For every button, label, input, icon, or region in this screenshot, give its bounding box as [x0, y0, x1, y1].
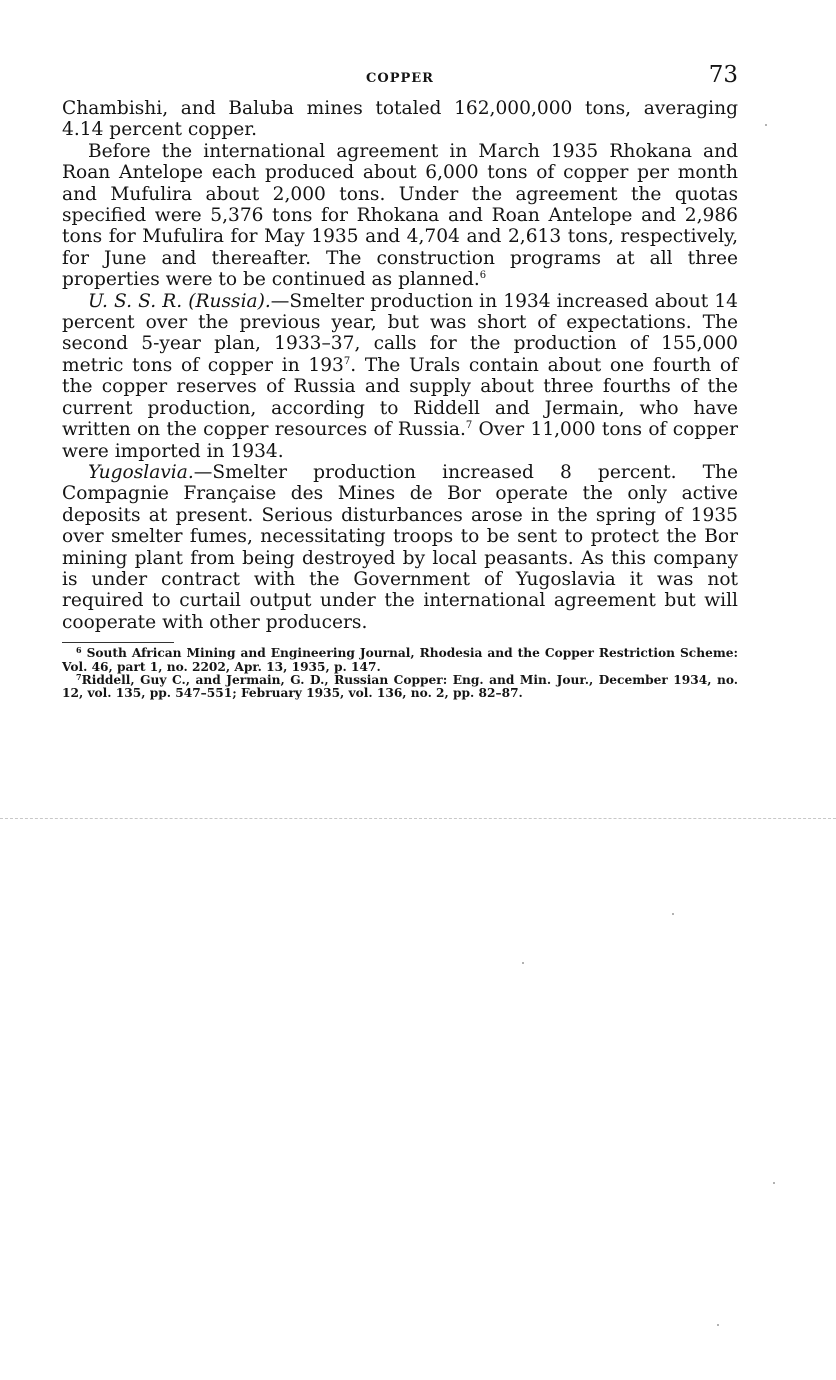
- footnotes: [62, 647, 738, 701]
- paragraph-text: Chambishi, and Baluba mines totaled 162,000,000 tons, averaging 4.14 percent copper.: [62, 98, 738, 141]
- footnote-reference: 7: [465, 420, 473, 432]
- year-digit: 7: [343, 355, 351, 367]
- running-head: [62, 60, 738, 98]
- paragraph-text: —Smelter production increased 8 percent. The Compagnie Française des Mines de Bor operate the only active deposits at present. Serious disturbances arose in the spring of 1935 over smelter fumes, necessitating troops to be sent to protect the Bor mining plant from being destroyed by local peasants. As this company is under contract with the Government of Yugoslavia it was not required to curtail output under the international agreement but will cooperate with other producers.: [62, 461, 738, 633]
- footnote-divider: [62, 642, 174, 643]
- paragraph-continuation: [62, 98, 738, 141]
- footnote-text: South African Mining and Engineering Journal, Rhodesia and the Copper Restriction Scheme: Vol. 46, part 1, no. 2202, Apr. 13, 1935, p. 147.: [62, 646, 738, 674]
- paragraph-text: . The Urals contain about one fourth of the copper reserves of Russia and supply about three fourths of the current production, according to Riddell and Jermain, who have written on the copper resources of Russia.: [62, 354, 738, 441]
- footnote-mark: 7: [76, 671, 82, 682]
- scan-speck: [773, 1182, 775, 1184]
- scan-speck: [765, 124, 767, 126]
- paragraph-yugoslavia: [62, 462, 738, 633]
- paragraph-rhodesia-agreement: [62, 141, 738, 291]
- running-title: COPPER: [366, 71, 434, 86]
- paragraph-text: Before the international agreement in March 1935 Rhokana and Roan Antelope each produced about 6,000 tons of copper per month and Mufulira about 2,000 tons. Under the agreement the quotas specified were 5,376 tons for Rhokana and Roan Antelope and 2,986 tons for Mufulira for May 1935 and 4,704 and 2,613 tons, respectively, for June and thereafter. The construction programs at all three properties were to be continued as planned.: [62, 140, 738, 291]
- footnote-reference: 6: [479, 270, 487, 282]
- section-lead-in: Yugoslavia.: [88, 461, 194, 483]
- document-page: [62, 60, 738, 701]
- footnote-7: [62, 671, 738, 701]
- scan-fold-line: [0, 818, 836, 819]
- paragraph-text: Over 11,000 tons of copper were imported in 1934.: [62, 419, 738, 462]
- footnote-6: [62, 647, 738, 674]
- scan-speck: [522, 962, 524, 964]
- footnote-text: Riddell, Guy C., and Jermain, G. D., Russian Copper: Eng. and Min. Jour., December 1934, no. 12, vol. 135, pp. 547–551; February 1935, vol. 136, no. 2, pp. 82–87.: [62, 672, 738, 701]
- body-text: [62, 98, 738, 633]
- scan-speck: [672, 913, 674, 915]
- paragraph-text: —Smelter production in 1934 increased about 14 percent over the previous year, but was short of expectations. The second 5-year plan, 1933–37, calls for the production of 155,000 metric tons of copper in 193: [62, 290, 738, 376]
- page-number: 73: [708, 62, 738, 88]
- paragraph-ussr: [62, 291, 738, 462]
- scan-speck: [717, 1324, 719, 1326]
- section-lead-in: U. S. S. R. (Russia).: [88, 290, 271, 312]
- footnote-mark: 6: [76, 645, 82, 656]
